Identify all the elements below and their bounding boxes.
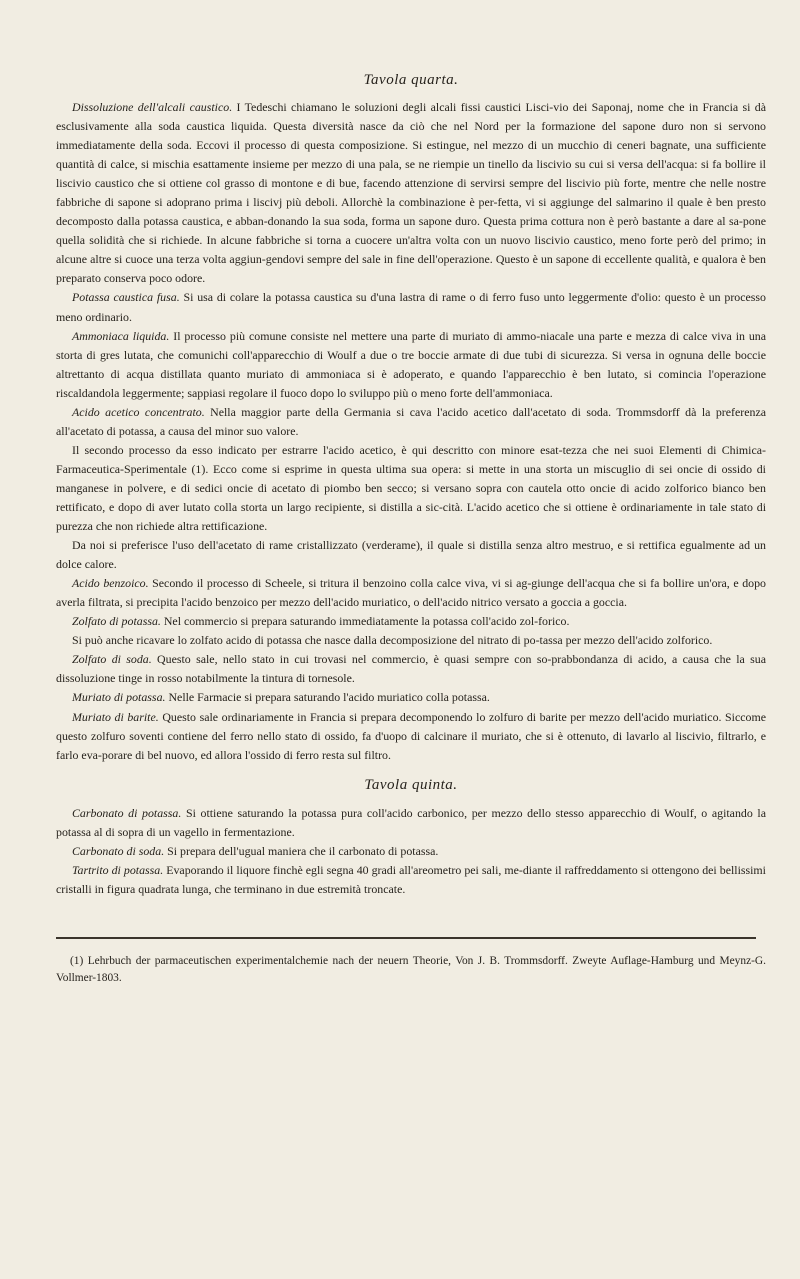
paragraph-text: Nelle Farmacie si prepara saturando l'acido muriatico colla potassa. (165, 690, 490, 705)
paragraph-term: Ammoniaca liquida. (72, 328, 170, 343)
paragraph (56, 804, 766, 842)
paragraph (56, 688, 766, 707)
paragraph-text: Si usa di colare la potassa caustica su d'una lastra di rame o di ferro fuso unto leggermente d'olio: questo è un processo meno ordinario. (56, 290, 766, 324)
paragraph-text: Si ottiene saturando la potassa pura coll'acido carbonico, per mezzo dello stesso apparecchio di Woulf, o agitando la potassa al di sopra di un vagello in fermentazione. (56, 805, 766, 839)
paragraph-term: Dissoluzione dell'alcali caustico. (72, 100, 233, 114)
paragraph-text: Da noi si preferisce l'uso dell'acetato di rame cristallizzato (verderame), il quale si distilla senza altro mestruo, e si rettifica egualmente ad un dolce calore. (56, 538, 766, 572)
paragraph-term: Acido benzoico. (72, 576, 149, 591)
paragraph-text: Il processo più comune consiste nel mettere una parte di muriato di ammo-niacale una parte e mezza di calce viva in una storta di gres lutata, che comunichi coll'apparecchio di Woulf a due o tre boccie armate di due tubi di sicurezza. Si versa in ognuna delle boccie altrettanto di acqua distillata quanto muriato di ammoniaca si è adoperato, e quando l'apparecchio è ben lutato, si comincia l'operazione riscaldandola leggermente; sappiasi regolare il fuoco dopo lo sviluppo più o meno forte dell'ammoniaca. (56, 328, 766, 400)
paragraph (56, 441, 766, 536)
paragraph-term: Carbonato di potassa. (72, 805, 182, 820)
paragraph (56, 650, 766, 688)
footnote-divider (56, 937, 756, 939)
paragraph (56, 327, 766, 403)
page-heading: Tavola quarta. (363, 72, 459, 88)
paragraph (56, 536, 766, 574)
section-tavola-quinta (56, 804, 766, 899)
paragraph-term: Muriato di potassa. (72, 690, 166, 705)
paragraph (56, 861, 766, 899)
paragraph-text: Si prepara dell'ugual maniera che il carbonato di potassa. (164, 843, 439, 858)
paragraph (56, 708, 766, 765)
paragraph-text: Questo sale ordinariamente in Francia si prepara decomponendo lo zolfuro di barite per mezzo dell'acido muriatico. Siccome questo zolfuro soventi contiene del ferro nello stato di ossido, fa d'uopo di calcinare il muriato, che si è ottenuto, di lavarlo al liscivio, filtrarlo, e farlo eva-porare di bel nuovo, ed allora l'ossido di ferro resta sul filtro. (56, 709, 767, 762)
paragraph (56, 98, 766, 288)
paragraph (56, 574, 766, 612)
paragraph-text: Secondo il processo di Scheele, si tritura il benzoino colla calce viva, vi si ag-giunge dell'acqua che si fa bollire un'ora, e dopo averla filtrata, si precipita l'acido benzoico per mezzo dell'acido muriatico, o dell'acido nitrico versato a goccia a goccia. (56, 576, 767, 610)
section-tavola-quarta (56, 98, 766, 765)
paragraph-term: Potassa caustica fusa. (72, 290, 180, 305)
paragraph (56, 612, 766, 631)
paragraph (56, 288, 766, 326)
paragraph-text: Questo sale, nello stato in cui trovasi nel commercio, è quasi sempre con so-prabbondanza di acido, a causa che la sua dissoluzione tinge in rosso notabilmente la tintura di tornesole. (56, 652, 766, 686)
footnote: (1) Lehrbuch der parmaceutischen experimentalchemie nach der neuern Theorie, Von J. B. Trommsdorff. Zweyte Auflage-Hamburg und Meynz-G. Vollmer-1803. (56, 954, 766, 984)
paragraph-text: Evaporando il liquore finchè egli segna 40 gradi all'areometro pei sali, me-diante il raffreddamento si ottengono dei bellissimi cristalli in figura quadrata lunga, che terminano in due estremità troncate. (56, 862, 766, 896)
paragraph-text: I Tedeschi chiamano le soluzioni degli alcali fissi caustici Lisci-vio dei Saponaj, nome che in Francia si dà esclusivamente alla soda caustica liquida. Questa diversità nasce da ciò che nel Nord per la formazione del sapone duro non si servono immediatamente della soda. Eccovi il processo di questa composizione. Si estingue, nel mezzo di un mucchio di ceneri bagnate, una sufficiente quantità di calce, si mischia esattamente insieme per mezzo di una pala, se ne riempie un tinello da liscivio su cui si versa dell'acqua: si fa bollire il liscivio caustico che si ottiene col grasso di montone e di bue, facendo attenzione di servirsi sempre del liscivio più forte, mentre che nelle nostre fabbriche di sapone si adoprano prima i liscivj più deboli. Allorchè la combinazione è per-fetta, vi si aggiunge del salmarino il quale è ben presto decomposto dalla potassa caustica, e abban-donando la sua soda, forma un sapone duro. Questa prima cottura non è però bastante a dare al sa-pone quella solidità che si richiede. In alcune fabbriche si torna a cuocere un'altra volta con un nuovo liscivio caustico, meno forte però del primo; in alcune altre si cuoce una terza volta aggiun-gendovi sempre del sale in fine dell'operazione. Questo è un sapone di eccellente qualità, e qualora è ben preparato conserva poco odore. (56, 100, 767, 286)
paragraph-term: Acido acetico concentrato. (72, 404, 205, 419)
paragraph (56, 842, 766, 861)
paragraph (56, 631, 766, 650)
section-heading-tavola-quinta: Tavola quinta. (364, 776, 458, 793)
paragraph-term: Zolfato di potassa. (72, 614, 161, 629)
paragraph-term: Muriato di barite. (72, 709, 159, 724)
paragraph-text: Il secondo processo da esso indicato per estrarre l'acido acetico, è qui descritto con minore esat-tezza che nei suoi Elementi di Chimica-Farmaceutica-Sperimentale (1). Ecco come si esprime in questa ultima sua opera: si mette in una storta un miscuglio di sei oncie di ossido di manganese in polvere, e di sedici oncie di acetato di piombo ben secco; si versano sopra con cautela otto oncie di acido zolforico bianco ben rettificato, e dopo di aver lutato colla storta un largo recipiente, si distilla a sic-cità. L'acido acetico che si ottiene è ordinariamente in tale stato di purezza che non richiede altra rettificazione. (56, 442, 766, 534)
paragraph-term: Zolfato di soda. (72, 652, 152, 667)
paragraph (56, 403, 766, 441)
paragraph-text: Nella maggior parte della Germania si cava l'acido acetico dall'acetato di soda. Trommsdorff dà la preferenza all'acetato di potassa, a causa del minor suo valore. (56, 404, 766, 438)
paragraph-term: Carbonato di soda. (72, 843, 165, 858)
paragraph-term: Tartrito di potassa. (72, 862, 164, 877)
paragraph-text: Si può anche ricavare lo zolfato acido di potassa che nasce dalla decomposizione del nitrato di po-tassa per mezzo dell'acido zolforico. (72, 633, 713, 648)
paragraph-text: Nel commercio si prepara saturando immediatamente la potassa coll'acido zol-forico. (160, 614, 570, 629)
